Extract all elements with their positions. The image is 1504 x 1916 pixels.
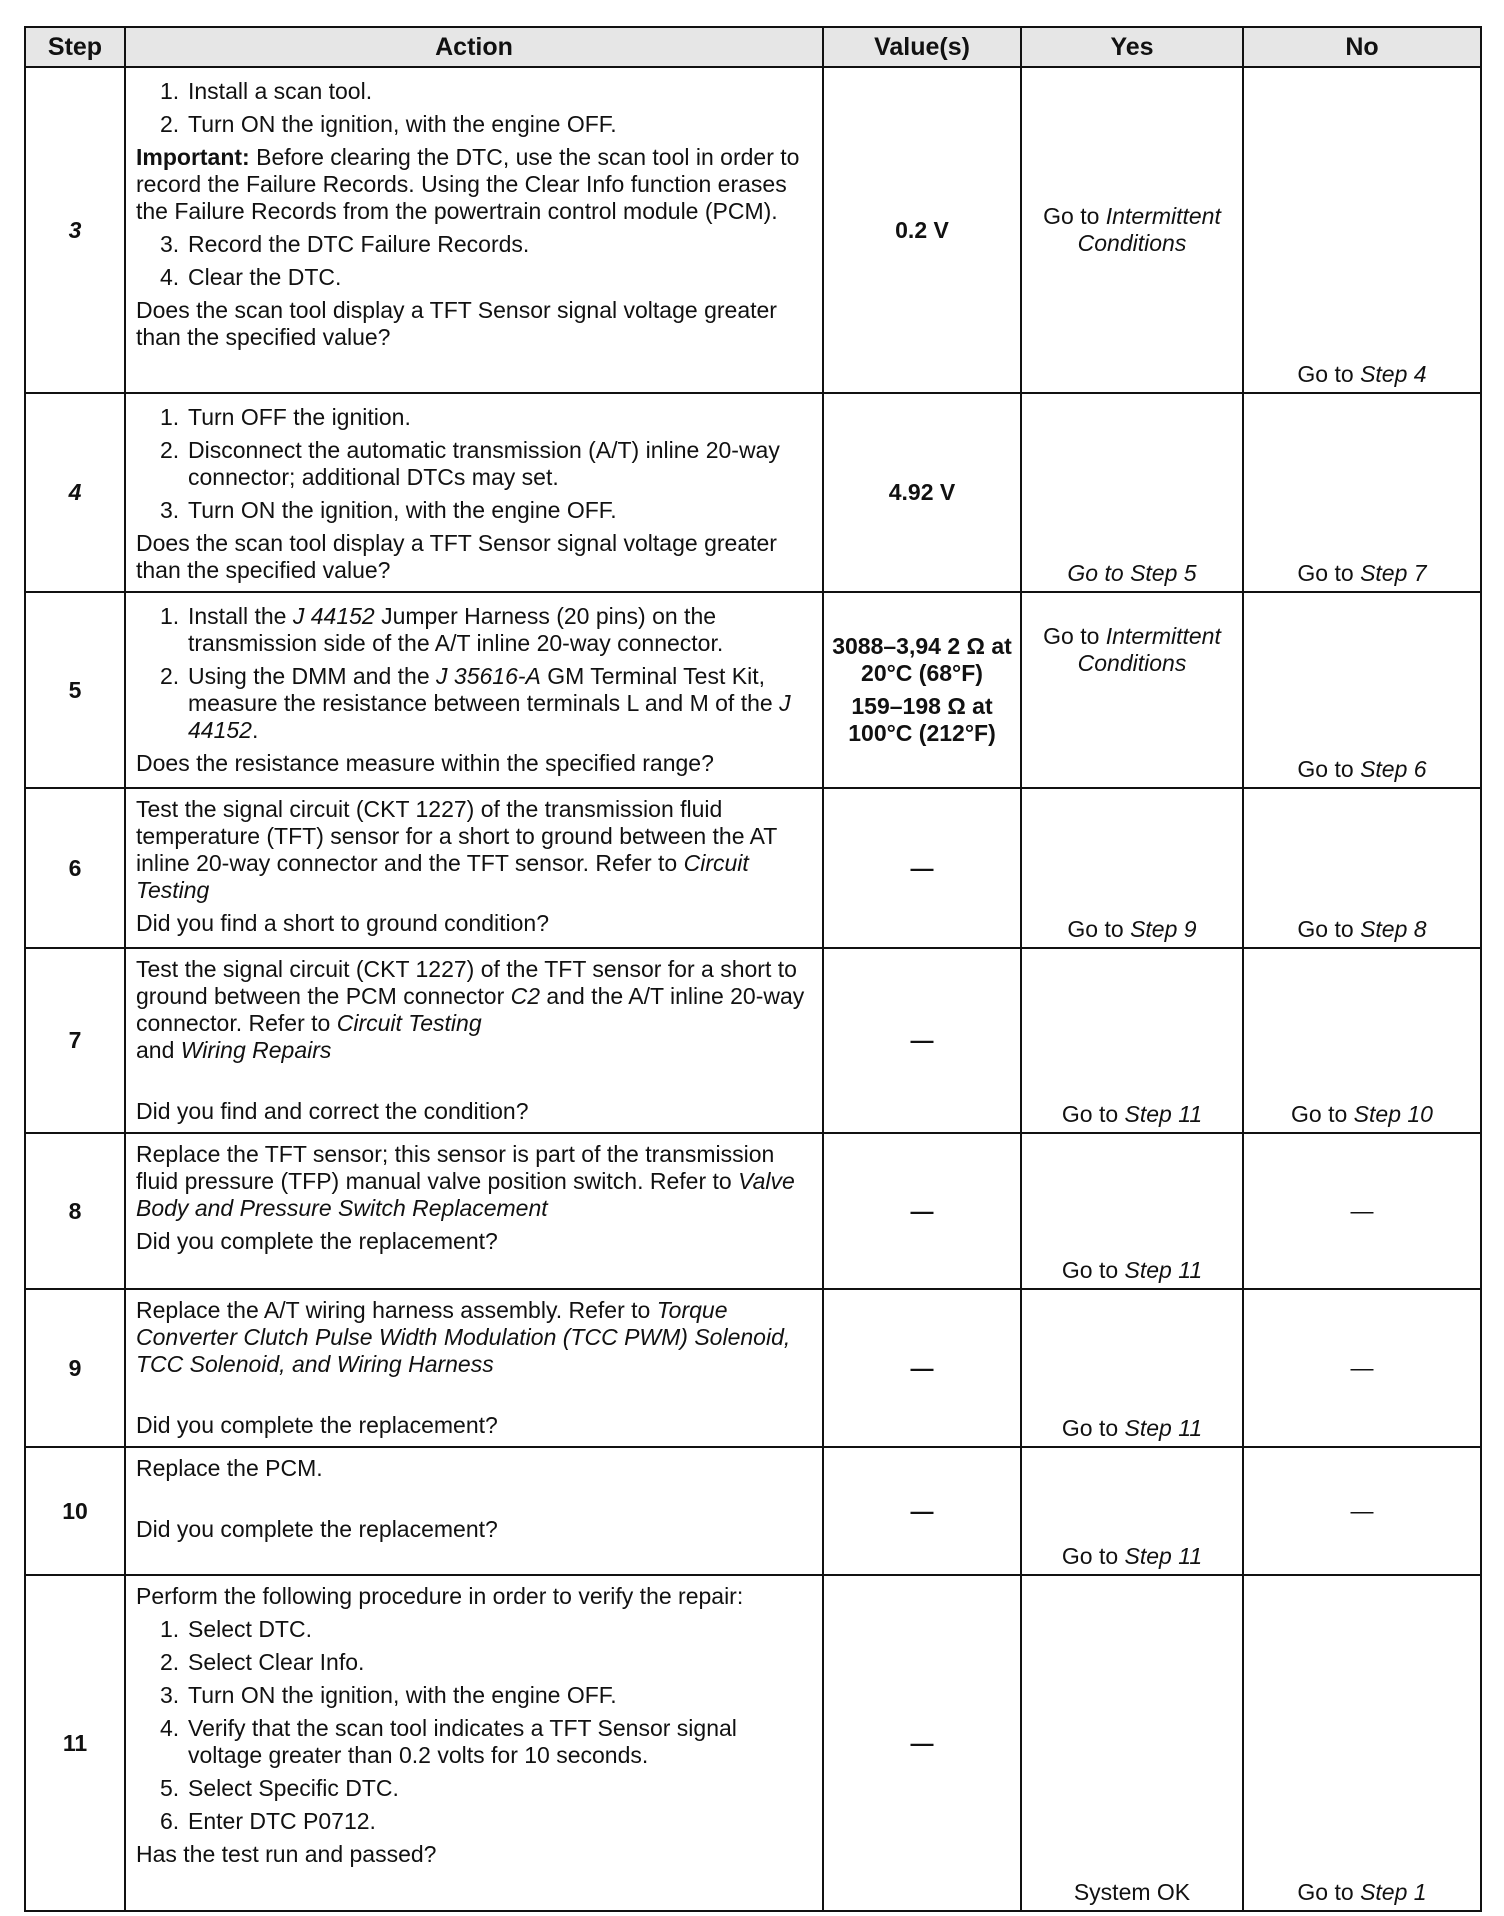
step-number: 10 <box>25 1447 125 1575</box>
list-number: 2. <box>160 437 180 463</box>
action-text: Perform the following procedure in order to verify the repair: <box>136 1583 744 1609</box>
yes-cell <box>1021 1575 1243 1911</box>
no-cell <box>1243 1133 1481 1289</box>
list-text: Turn OFF the ignition. <box>188 404 411 430</box>
value-cell <box>823 393 1021 592</box>
table-row-step-6 <box>25 788 1481 948</box>
no-link[interactable]: Go to Step 8 <box>1297 916 1427 942</box>
header-no: No <box>1243 27 1481 67</box>
yes-link[interactable]: Go to Step 5 <box>1067 560 1197 586</box>
important-note <box>136 144 814 225</box>
important-text: Before clearing the DTC, use the scan tool in order to record the Failure Records. Using the Clear Info function erases the Failure Records from the powertrain control module (PCM). <box>136 144 800 224</box>
step-number: 5 <box>25 592 125 788</box>
action-cell <box>125 393 823 592</box>
no-link[interactable]: Go to Step 4 <box>1297 361 1427 387</box>
list-number: 5. <box>160 1775 180 1801</box>
list-text: Install a scan tool. <box>188 78 373 104</box>
list-number: 1. <box>160 1616 180 1642</box>
question-text: Did you complete the replacement? <box>136 1228 498 1254</box>
action-cell <box>125 1575 823 1911</box>
list-text: Select DTC. <box>188 1616 312 1642</box>
value-text: 0.2 V <box>895 216 949 243</box>
value-cell <box>823 1133 1021 1289</box>
no-cell <box>1243 393 1481 592</box>
no-link[interactable]: Go to Step 7 <box>1297 560 1427 586</box>
value-cell <box>823 67 1021 393</box>
yes-link[interactable]: Go to Step 11 <box>1061 1257 1203 1283</box>
yes-link[interactable]: Go to Intermittent Conditions <box>1043 203 1221 256</box>
table-row-step-9 <box>25 1289 1481 1447</box>
question-text: Did you complete the replacement? <box>136 1516 498 1542</box>
action-cell <box>125 1447 823 1575</box>
step-number: 11 <box>25 1575 125 1911</box>
action-text: Replace the TFT sensor; this sensor is part of the transmission fluid pressure (TFP) manual valve position switch. Refer to Valve Body and Pressure Switch Replacement <box>136 1141 795 1221</box>
question-text: Did you find and correct the condition? <box>136 1098 529 1124</box>
list-number: 3. <box>160 1682 180 1708</box>
reference-link[interactable]: Torque Converter Clutch Pulse Width Modulation (TCC PWM) Solenoid, TCC Solenoid, and Wiring Harness <box>136 1297 791 1377</box>
table-row-step-8 <box>25 1133 1481 1289</box>
no-cell <box>1243 1575 1481 1911</box>
diagnostic-table <box>24 26 1482 1912</box>
list-number: 1. <box>160 603 180 629</box>
action-cell <box>125 1133 823 1289</box>
header-values: Value(s) <box>823 27 1021 67</box>
step-number: 4 <box>25 393 125 592</box>
question-text: Does the resistance measure within the specified range? <box>136 750 714 776</box>
action-cell <box>125 788 823 948</box>
important-label: Important: <box>136 144 250 170</box>
list-text: Turn ON the ignition, with the engine OFF. <box>188 497 617 523</box>
list-text: Select Clear Info. <box>188 1649 365 1675</box>
value-text: — <box>910 1497 934 1524</box>
value-cell <box>823 1447 1021 1575</box>
no-cell <box>1243 948 1481 1133</box>
question-text: Has the test run and passed? <box>136 1841 437 1867</box>
value-text: — <box>910 1729 934 1756</box>
no-text: — <box>1350 1197 1374 1224</box>
value-text: — <box>910 1197 934 1224</box>
yes-cell <box>1021 788 1243 948</box>
value-cell <box>823 1575 1021 1911</box>
no-cell <box>1243 67 1481 393</box>
yes-cell <box>1021 1289 1243 1447</box>
table-row-step-4 <box>25 393 1481 592</box>
step-number: 6 <box>25 788 125 948</box>
yes-cell <box>1021 393 1243 592</box>
yes-cell <box>1021 67 1243 393</box>
reference-link[interactable]: Wiring Repairs <box>180 1037 332 1063</box>
action-text: Replace the A/T wiring harness assembly. Refer to Torque Converter Clutch Pulse Width Modulation (TCC PWM) Solenoid, TCC Solenoid, and Wiring Harness <box>136 1297 791 1377</box>
list-number: 2. <box>160 663 180 689</box>
table-row-step-3 <box>25 67 1481 393</box>
no-cell <box>1243 788 1481 948</box>
list-text: Turn ON the ignition, with the engine OFF. <box>188 111 617 137</box>
table-row-step-11 <box>25 1575 1481 1911</box>
no-cell <box>1243 592 1481 788</box>
value-text: — <box>910 854 934 881</box>
question-text: Did you complete the replacement? <box>136 1412 498 1438</box>
no-text: — <box>1350 1354 1374 1381</box>
list-text: Verify that the scan tool indicates a TFT Sensor signal voltage greater than 0.2 volts for 10 seconds. <box>188 1715 737 1768</box>
action-cell <box>125 67 823 393</box>
question-text: Does the scan tool display a TFT Sensor signal voltage greater than the specified value? <box>136 530 777 583</box>
value-cell <box>823 1289 1021 1447</box>
no-cell <box>1243 1447 1481 1575</box>
no-text: — <box>1350 1497 1374 1524</box>
list-text: Clear the DTC. <box>188 264 342 290</box>
header-yes: Yes <box>1021 27 1243 67</box>
yes-link[interactable]: Go to Step 11 <box>1061 1543 1203 1569</box>
action-cell <box>125 1289 823 1447</box>
header-action: Action <box>125 27 823 67</box>
diagnostic-table-container <box>24 26 1480 1912</box>
value-text: 3088–3,94 2 Ω at 20°C (68°F) <box>832 633 1012 686</box>
reference-link[interactable]: Circuit Testing <box>136 850 749 903</box>
reference-link[interactable]: Valve Body and Pressure Switch Replacement <box>136 1168 795 1221</box>
value-text: — <box>910 1027 934 1053</box>
step-number: 8 <box>25 1133 125 1289</box>
table-header-row <box>25 27 1481 67</box>
list-number: 3. <box>160 231 180 257</box>
yes-link[interactable]: Go to Step 11 <box>1061 1415 1203 1441</box>
yes-cell <box>1021 1133 1243 1289</box>
list-text: Install the J 44152 Jumper Harness (20 pins) on the transmission side of the A/T inline 20-way connector. <box>188 603 724 656</box>
list-number: 3. <box>160 497 180 523</box>
value-text: 159–198 Ω at 100°C (212°F) <box>848 693 996 746</box>
question-text: Does the scan tool display a TFT Sensor signal voltage greater than the specified value? <box>136 297 777 350</box>
no-link[interactable]: Go to Step 6 <box>1297 756 1427 782</box>
no-link[interactable]: Go to Step 1 <box>1297 1879 1427 1905</box>
list-text: Record the DTC Failure Records. <box>188 231 530 257</box>
list-text: Enter DTC P0712. <box>188 1808 376 1834</box>
step-number: 7 <box>25 948 125 1133</box>
list-number: 1. <box>160 78 180 104</box>
list-number: 1. <box>160 404 180 430</box>
yes-link[interactable]: Go to Step 9 <box>1067 916 1197 942</box>
list-number: 6. <box>160 1808 180 1834</box>
action-text: Replace the PCM. <box>136 1455 323 1481</box>
list-number: 4. <box>160 1715 180 1741</box>
list-number: 2. <box>160 1649 180 1675</box>
list-number: 2. <box>160 111 180 137</box>
yes-link[interactable]: Go to Step 11 <box>1061 1101 1203 1127</box>
list-text: Using the DMM and the J 35616-A GM Terminal Test Kit, measure the resistance between terminals L and M of the J 44152. <box>188 663 791 743</box>
header-step: Step <box>25 27 125 67</box>
reference-link[interactable]: Circuit Testing <box>336 1010 482 1036</box>
action-cell <box>125 948 823 1133</box>
value-cell <box>823 788 1021 948</box>
value-text: — <box>910 1354 934 1381</box>
value-cell <box>823 948 1021 1133</box>
table-row-step-5 <box>25 592 1481 788</box>
step-number: 3 <box>25 67 125 393</box>
question-text: Did you find a short to ground condition? <box>136 910 549 936</box>
list-text: Turn ON the ignition, with the engine OFF. <box>188 1682 617 1708</box>
list-number: 4. <box>160 264 180 290</box>
value-text: 4.92 V <box>888 479 956 505</box>
action-text: Test the signal circuit (CKT 1227) of the transmission fluid temperature (TFT) sensor for a short to ground between the AT inline 20-way connector and the TFT sensor. Refer to Circuit Testing <box>136 796 777 903</box>
no-cell <box>1243 1289 1481 1447</box>
yes-cell <box>1021 1447 1243 1575</box>
action-text: Test the signal circuit (CKT 1227) of the TFT sensor for a short to ground between the PCM connector C2 and the A/T inline 20-way connector. Refer to Circuit Testing and Wiring Repairs <box>136 956 805 1063</box>
value-cell <box>823 592 1021 788</box>
step-number: 9 <box>25 1289 125 1447</box>
yes-text: System OK <box>1073 1879 1191 1905</box>
list-text: Disconnect the automatic transmission (A/T) inline 20-way connector; additional DTCs may set. <box>188 437 780 490</box>
table-row-step-10 <box>25 1447 1481 1575</box>
yes-cell <box>1021 592 1243 788</box>
no-link[interactable]: Go to Step 10 <box>1291 1101 1433 1127</box>
table-row-step-7 <box>25 948 1481 1133</box>
yes-link[interactable]: Go to Intermittent Conditions <box>1043 623 1221 676</box>
list-text: Select Specific DTC. <box>188 1775 399 1801</box>
yes-cell <box>1021 948 1243 1133</box>
action-cell <box>125 592 823 788</box>
